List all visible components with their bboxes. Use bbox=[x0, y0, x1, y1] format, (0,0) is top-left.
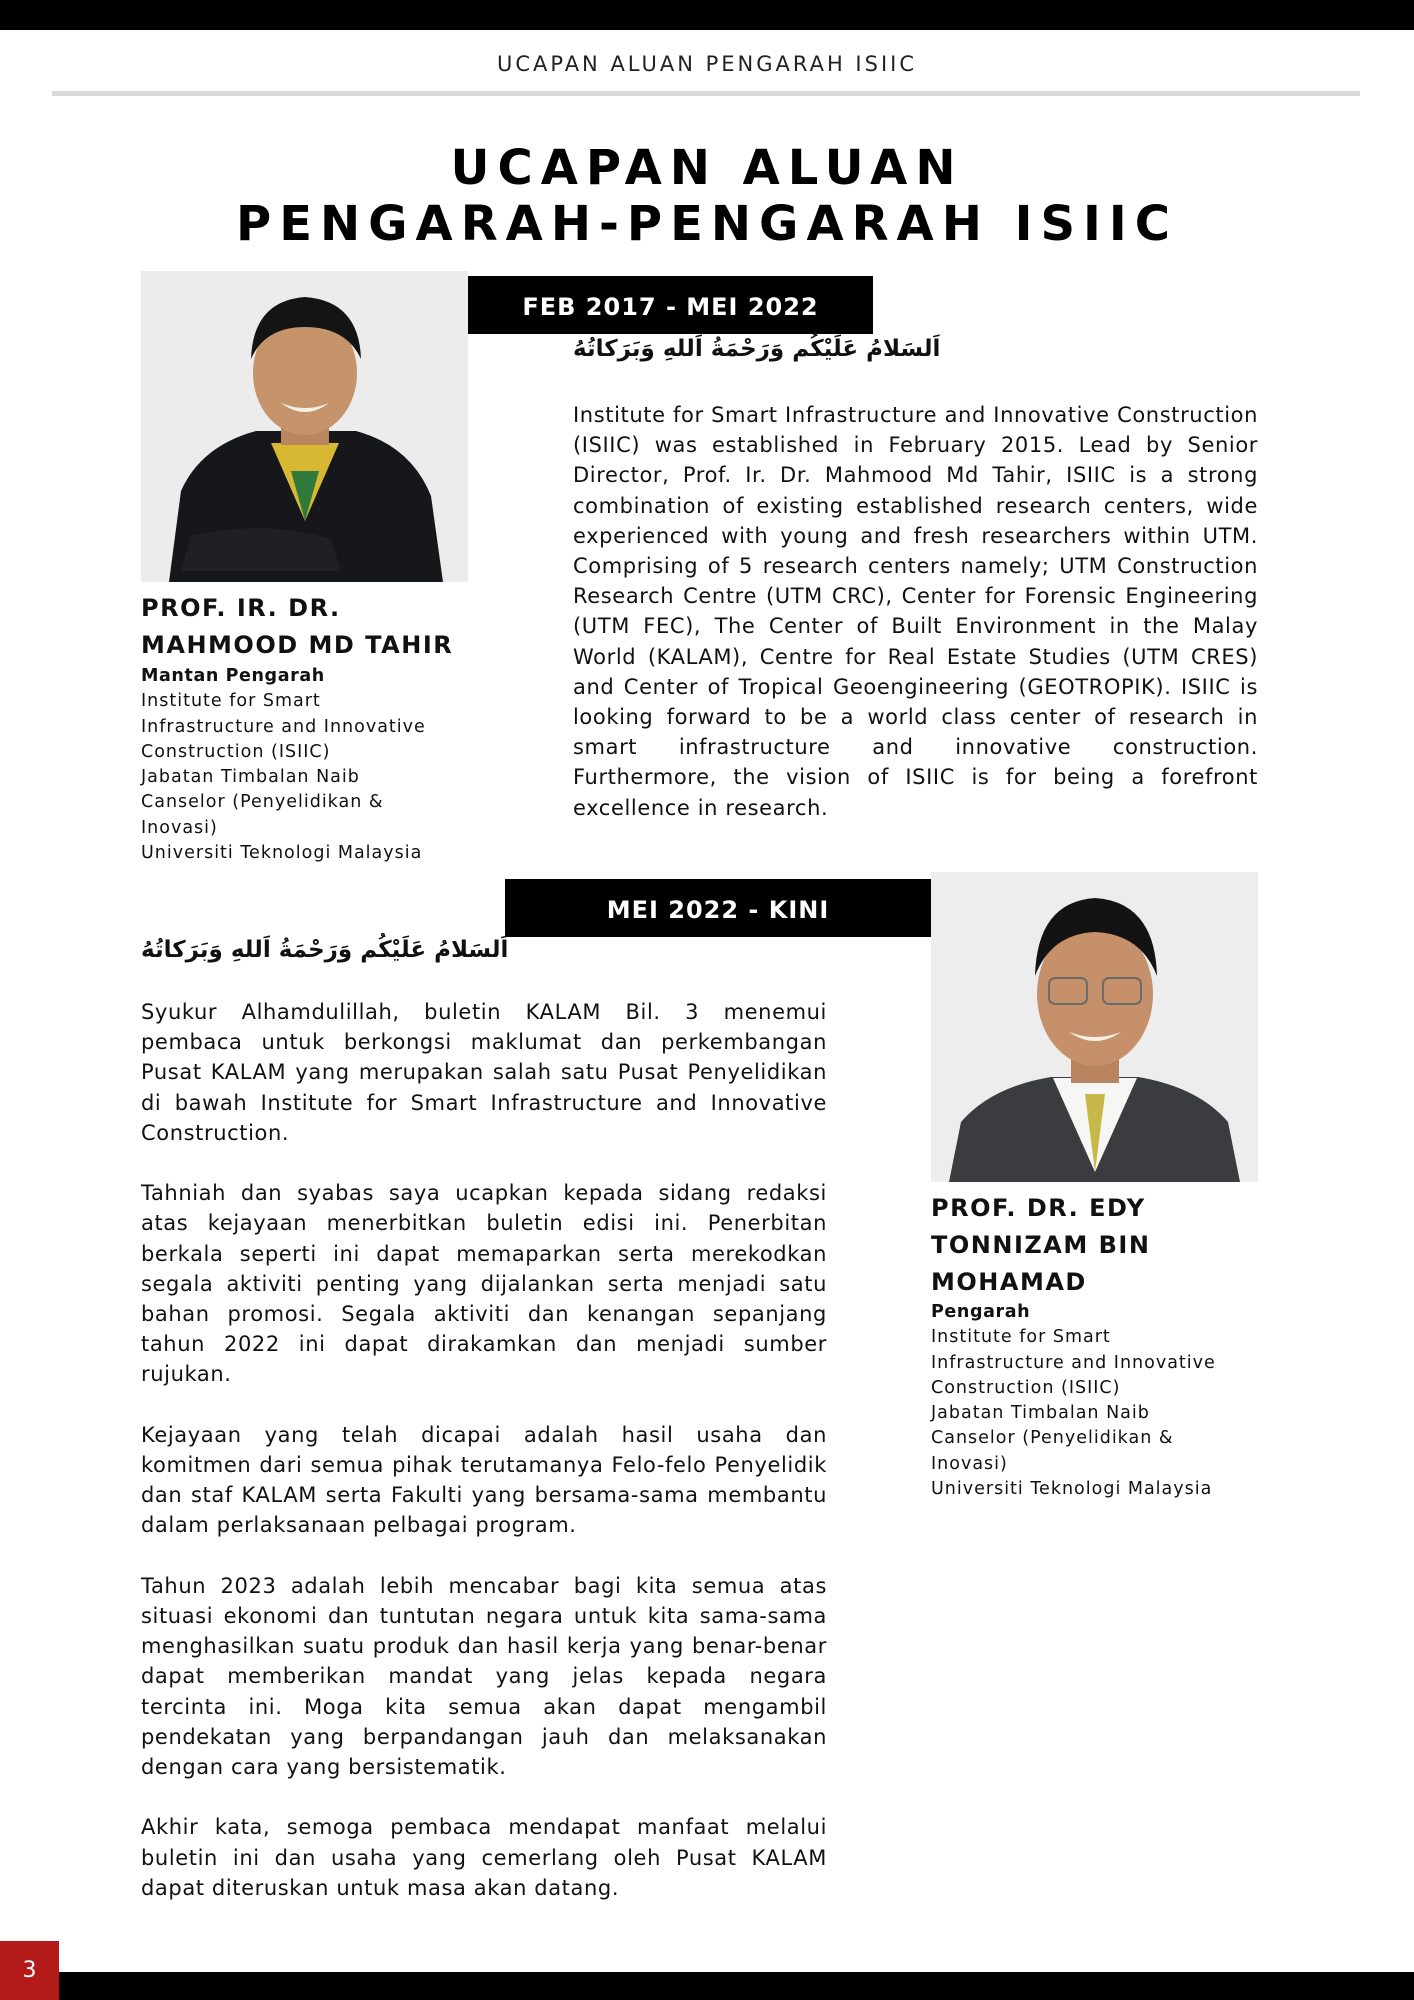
page-number: 3 bbox=[0, 1941, 59, 2000]
role-title: Mantan Pengarah bbox=[141, 666, 325, 686]
info-line: Jabatan Timbalan Naib bbox=[141, 767, 360, 788]
message-paragraph: Tahniah dan syabas saya ucapkan kepada sidang redaksi atas kejayaan menerbitkan buletin edisi ini. Penerbitan berkala seperti ini dapat memaparkan serta merekodkan segala aktiviti penting yang dijalankan serta menjadi satu bahan promosi. Segala aktiviti dan kenangan sepanjang tahun 2022 ini dapat dirakamkan dan menjadi sumber rujukan. bbox=[141, 1181, 827, 1387]
former-director-info bbox=[141, 664, 461, 866]
portrait-current-director bbox=[931, 872, 1258, 1182]
header-rule bbox=[52, 91, 1360, 96]
top-bar bbox=[0, 0, 1414, 30]
portrait-former-director-image bbox=[141, 271, 468, 582]
info-line: Inovasi) bbox=[931, 1453, 1008, 1474]
period-banner-former: FEB 2017 - MEI 2022 bbox=[468, 276, 873, 334]
current-director-info bbox=[931, 1300, 1261, 1502]
name-line: MOHAMAD bbox=[931, 1268, 1087, 1296]
salam-greeting-former: اَلسَلامُ عَلَيْكُم وَرَحْمَةُ اَللهِ وَبَرَكاتُهُ bbox=[573, 336, 941, 362]
name-line: PROF. DR. EDY bbox=[931, 1194, 1146, 1222]
info-line: Construction (ISIIC) bbox=[931, 1377, 1121, 1398]
info-line: Institute for Smart bbox=[931, 1327, 1111, 1348]
info-line: Inovasi) bbox=[141, 817, 218, 838]
message-paragraph: Akhir kata, semoga pembaca mendapat manfaat melalui buletin ini dan usaha yang cemerlang oleh Pusat KALAM dapat diteruskan untuk masa akan datang. bbox=[141, 1815, 827, 1900]
message-paragraph: Institute for Smart Infrastructure and Innovative Construction (ISIIC) was established in February 2015. Lead by Senior Director, Prof. Ir. Dr. Mahmood Md Tahir, ISIIC is a strong combination of existing established research centers, wide experienced with young and fresh researchers within UTM. Comprising of 5 research centers namely; UTM Construction Research Centre (UTM CRC), Center for Forensic Engineering (UTM FEC), The Center of Built Environment in the Malay World (KALAM), Centre for Real Estate Studies (UTM CRES) and Center of Tropical Geoengineering (GEOTROPIK). ISIIC is looking forward to be a world class center of research in smart infrastructure and innovative construction. Furthermore, the vision of ISIIC is for being a forefront excellence in research. bbox=[573, 403, 1258, 820]
info-line: Jabatan Timbalan Naib bbox=[931, 1403, 1150, 1424]
name-line: PROF. IR. DR. bbox=[141, 594, 341, 622]
bottom-bar bbox=[0, 1972, 1414, 2000]
role-title: Pengarah bbox=[931, 1302, 1031, 1322]
page-title-line1: UCAPAN ALUAN bbox=[450, 140, 964, 196]
info-line: Construction (ISIIC) bbox=[141, 741, 331, 762]
former-director-message bbox=[573, 400, 1258, 823]
portrait-former-director bbox=[141, 271, 468, 582]
page-title-line2: PENGARAH-PENGARAH ISIIC bbox=[236, 196, 1178, 252]
info-line: Canselor (Penyelidikan & bbox=[141, 792, 384, 813]
info-line: Infrastructure and Innovative bbox=[931, 1352, 1216, 1373]
page-title bbox=[0, 140, 1414, 252]
period-banner-current: MEI 2022 - KINI bbox=[505, 879, 931, 937]
info-line: Canselor (Penyelidikan & bbox=[931, 1428, 1174, 1449]
former-director-name bbox=[141, 590, 461, 664]
message-paragraph: Kejayaan yang telah dicapai adalah hasil usaha dan komitmen dari semua pihak terutamanya Felo-felo Penyelidik dan staf KALAM serta Fakulti yang bersama-sama membantu dalam perlaksanaan pelbagai program. bbox=[141, 1422, 827, 1538]
salam-greeting-current: اَلسَلامُ عَلَيْكُم وَرَحْمَةُ اَللهِ وَبَرَكاتُهُ bbox=[141, 937, 509, 963]
name-line: MAHMOOD MD TAHIR bbox=[141, 631, 454, 659]
message-paragraph: Tahun 2023 adalah lebih mencabar bagi kita semua atas situasi ekonomi dan tuntutan negara untuk kita sama-sama menghasilkan suatu produk dan hasil kerja yang benar-benar dapat memberikan mandat yang jelas kepada negara tercinta ini. Moga kita semua akan dapat mengambil pendekatan yang berpandangan jauh dan melaksanakan dengan cara yang bersistematik. bbox=[141, 1573, 827, 1780]
portrait-current-director-image bbox=[931, 872, 1258, 1182]
current-director-message bbox=[141, 997, 827, 1903]
info-line: Universiti Teknologi Malaysia bbox=[141, 843, 423, 864]
name-line: TONNIZAM BIN bbox=[931, 1231, 1151, 1259]
running-header: UCAPAN ALUAN PENGARAH ISIIC bbox=[496, 52, 918, 76]
info-line: Institute for Smart bbox=[141, 691, 321, 712]
info-line: Universiti Teknologi Malaysia bbox=[931, 1479, 1213, 1500]
message-paragraph: Syukur Alhamdulillah, buletin KALAM Bil. 3 menemui pembaca untuk berkongsi maklumat dan perkembangan Pusat KALAM yang merupakan salah satu Pusat Penyelidikan di bawah Institute for Smart Infrastructure and Innovative Construction. bbox=[141, 1000, 827, 1145]
current-director-name bbox=[931, 1190, 1261, 1301]
info-line: Infrastructure and Innovative bbox=[141, 716, 426, 737]
